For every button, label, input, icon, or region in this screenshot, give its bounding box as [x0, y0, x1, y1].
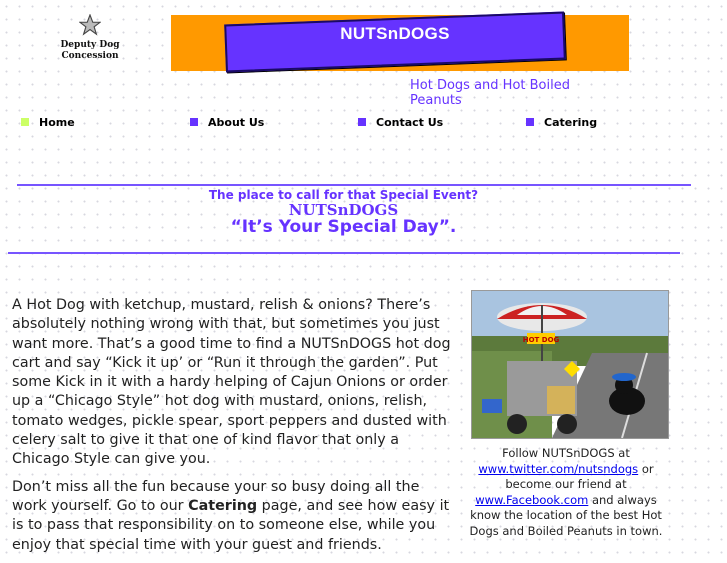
text: and always know the location of the best Hot Dogs and Boiled Peanuts in town. [469, 492, 663, 538]
paragraph-intro: A Hot Dog with ketchup, mustard, relish & onions? There’s absolutely nothing wrong with that, but sometimes you just want more. That’s a good time to find a NUTSnDOGS hot dog cart and say “Kick it up’ or “Run it through the garden”. Put some Kick in it with a hardy helping of Cajun Onions or order up a “Chicago Style” hot dog with mustard, onions, relish, tomato wedges, pickle spear, sport peppers and dusted with celery salt to give it that one of kind flavor that only a Chicago Style can give you. [12, 297, 451, 468]
text: Don’t miss all the fun because your so busy doing all the work yourself. Go to our [12, 478, 420, 514]
nav-item-contact-us[interactable] [358, 115, 443, 129]
bullet-square-icon [21, 118, 29, 126]
bullet-square-icon [190, 118, 198, 126]
site-tagline: Hot Dogs and Hot Boiled Peanuts [410, 78, 570, 108]
text: page, and see how easy it is to pass that responsibility on to someone else, while you enjoy that special time with your guest and friends. [12, 497, 450, 553]
text: or become our friend at [505, 461, 654, 491]
divider-top [17, 184, 691, 186]
bullet-square-icon [358, 118, 366, 126]
nav-label: Contact Us [376, 115, 444, 129]
divider-bottom [8, 252, 680, 254]
logo-line-1: Deputy Dog [60, 40, 120, 50]
nav-label: Home [39, 115, 75, 129]
nav-label: Catering [544, 115, 598, 129]
logo [52, 14, 128, 62]
bullet-square-icon [526, 118, 534, 126]
main-copy [12, 296, 452, 563]
headline-brand: NUTSnDOGS [288, 201, 399, 219]
headline-call: The place to call for that Special Event? [208, 188, 479, 202]
facebook-link[interactable]: www.Facebook.com [475, 492, 589, 507]
nav-item-catering[interactable] [526, 115, 597, 129]
nav-item-about-us[interactable] [190, 115, 264, 129]
text: Follow NUTSnDOGS at [502, 446, 630, 460]
twitter-link[interactable]: www.twitter.com/nutsndogs [478, 461, 639, 476]
site-title: NUTSnDOGS [340, 24, 450, 43]
hot-dog-cart-photo [471, 290, 669, 439]
catering-emphasis: Catering [188, 497, 258, 514]
nav-label: About Us [208, 115, 265, 129]
cart-sign-text: HOT DOG [522, 336, 560, 344]
photo-illustration [472, 291, 668, 438]
headline-special: “It’s Your Special Day”. [230, 217, 457, 237]
logo-line-2: Concession [61, 51, 119, 61]
star-icon [79, 14, 101, 36]
photo-caption [466, 446, 666, 539]
paragraph-catering [12, 478, 452, 555]
nav-item-home[interactable] [21, 115, 75, 129]
